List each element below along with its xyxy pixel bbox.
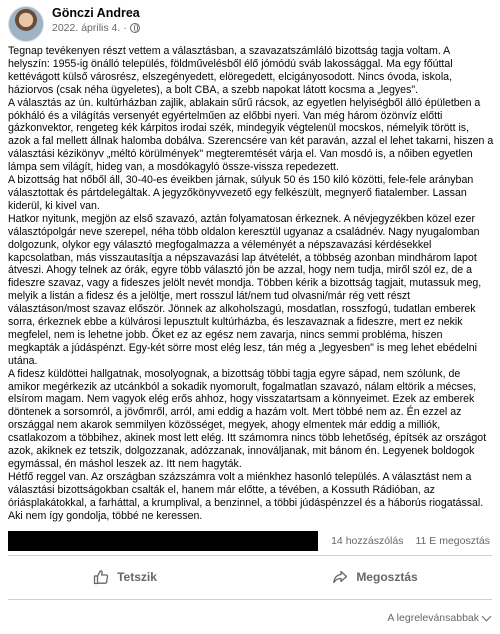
post-body — [8, 45, 494, 523]
share-button[interactable] — [250, 557, 500, 597]
divider — [8, 555, 492, 556]
post-paragraph: Hatkor nyitunk, megjön az első szavazó, aztán folyamatosan érkeznek. A névjegyzékben közel ezer választópolgár neve szerepel, néha több oldalon keresztül ugyanaz a családnév. Nagy nyugalomban dolgozunk, olykor egy választó megfogalmazza a véleményét a népszavazási kérdésekkel kapcsolatban, más visszautasítja a népszavazási lap átvételét, a többség azonban mindhárom lapot átveszi. Ahogy telnek az órák, egyre több választó jön be azzal, hogy nem tudja, miről szól ez, de a fideszre szavaz, vagy a fideszes jelölt nevét mondja. Többen kérik a bizottság tagjait, mutassuk meg, melyik a listán a fidesz és a jelöltje, mert rosszul lát/nem tud olvasni/már rég vett részt választáson/most szavaz először. Jönnek az alkoholszagú, mosdatlan, rosszfogú, tudatlan emberek sorra, érkeznek ebbe a külvárosi lepusztult kultúrházba, és leszavaznak a fideszre, mert ez nekik megfelel, nem is lehetne jobb. Őket ez az egész nem zavarja, nincs semmi probléma, hiszen megkapták a júdáspénzt. Egy-két sörre most elég lesz, tán még a „legyesben" is meg lehet ebédelni utána. — [8, 212, 482, 367]
comment-sort-dropdown[interactable] — [387, 612, 490, 624]
comment-count[interactable]: 14 hozzászólás — [331, 535, 404, 547]
post-paragraph: A fidesz küldöttei hallgatnak, mosolyognak, a bizottság többi tagja egyre sápad, nem szólunk, de amikor megérkezik az utcánkból a sokadik nyomorult, fogalmatlan szavazó, nálam eltörik a mécses, elsírom magam. Nem vagyok elég erős ahhoz, hogy visszatartsam a könnyeimet. Ezek az emberek döntenek a sorsomról, a jövőmről, arról, ami eddig a hazám volt. Mert többé nem az. Én ezzel az országgal nem akarok semmilyen közösséget, megyek, ahogy elmentek már eddig a milliók, csatlakozom a többihez, akinek most lett elég. Itt számomra nincs több lehetőség, építsék az országot azok, akiknek ez tetszik, dolgozzanak, adózzanak, innováljanak, mit bánom én. Legyenek boldogok egymással, én máshol leszek az. Itt nem hagyták. — [8, 367, 487, 470]
post-paragraph: A választás az ún. kultúrházban zajlik, ablakain sűrű rácsok, az egyetlen helyiségből álló épületben a pókháló és a világítás versenyét egyértelműen az előbbi nyeri. Van még három özönvíz előtti gázkonvektor, rengeteg kék kárpitos irodai szék, mindegyik végtelenül mocskos, némelyik törött is, azok a fal mellett állnak halomba dobálva. Szerencsére van két paraván, azzal el lehet takarni, hiszen a választási kézikönyv „méltó körülmények" megteremtését várja el. Van mosdó is, a nőiben egyetlen lámpa sem világít, hideg van, a mosdókagyló össze-vissza repedezett. — [8, 96, 494, 174]
post-meta — [52, 6, 140, 35]
author-name[interactable]: Gönczi Andrea — [52, 6, 140, 20]
share-count[interactable]: 11 E megosztás — [415, 535, 490, 547]
post-header — [8, 6, 140, 42]
post-paragraph: Hétfő reggel van. Az országban százszámra volt a miénkhez hasonló település. A választást nem a választási bizottságokban csalták el, hanem már előtte, a tévében, a Kossuth Rádióban, az óriásplakátokkal, a farháttal, a krumplival, a benzinnel, a többi júdáspénzzel és a háborús riogatással. Aki nem így gondolja, többé ne keressen. — [8, 470, 484, 522]
share-arrow-icon — [332, 569, 348, 585]
post-date[interactable]: 2022. április 4. — [52, 22, 121, 34]
like-label: Tetszik — [117, 570, 157, 584]
chevron-down-icon — [482, 612, 492, 622]
share-label: Megosztás — [356, 570, 418, 584]
redaction-bar — [8, 531, 318, 551]
thumbs-up-icon — [93, 569, 109, 585]
action-bar — [0, 557, 500, 597]
post-stats — [331, 535, 490, 547]
sort-label: A legrelevánsabbak — [387, 612, 479, 624]
post-paragraph: A bizottság hat nőből áll, 30-40-es éveikben járnak, súlyuk 50 és 150 kiló közötti, fele-fele arányban választottak és pártdelegáltak. A jegyzőkönyvvezető egy felkészült, megnyerő fiatalember. Lassan kiderül, ki kivel van. — [8, 174, 474, 212]
globe-icon — [130, 23, 140, 33]
like-button[interactable] — [0, 557, 250, 597]
avatar[interactable] — [8, 6, 44, 42]
divider — [8, 599, 492, 600]
post-paragraph: Tegnap tevékenyen részt vettem a választásban, a szavazatszámláló bizottság tagja voltam. A helyszín: 1955-ig önálló település, földművelésből élő jómódú sváb lakossággal. Ma egy főúttal kettévágott külső városrész, elszegényedett, elöregedett, elcigányosodott. Nincs óvoda, iskola, háziorvos (csak néha ügyeletes), a bolt CBA, a szebb napokat látott kocsma a „legyes". — [8, 45, 453, 96]
date-row: 2022. április 4. · — [52, 21, 140, 35]
